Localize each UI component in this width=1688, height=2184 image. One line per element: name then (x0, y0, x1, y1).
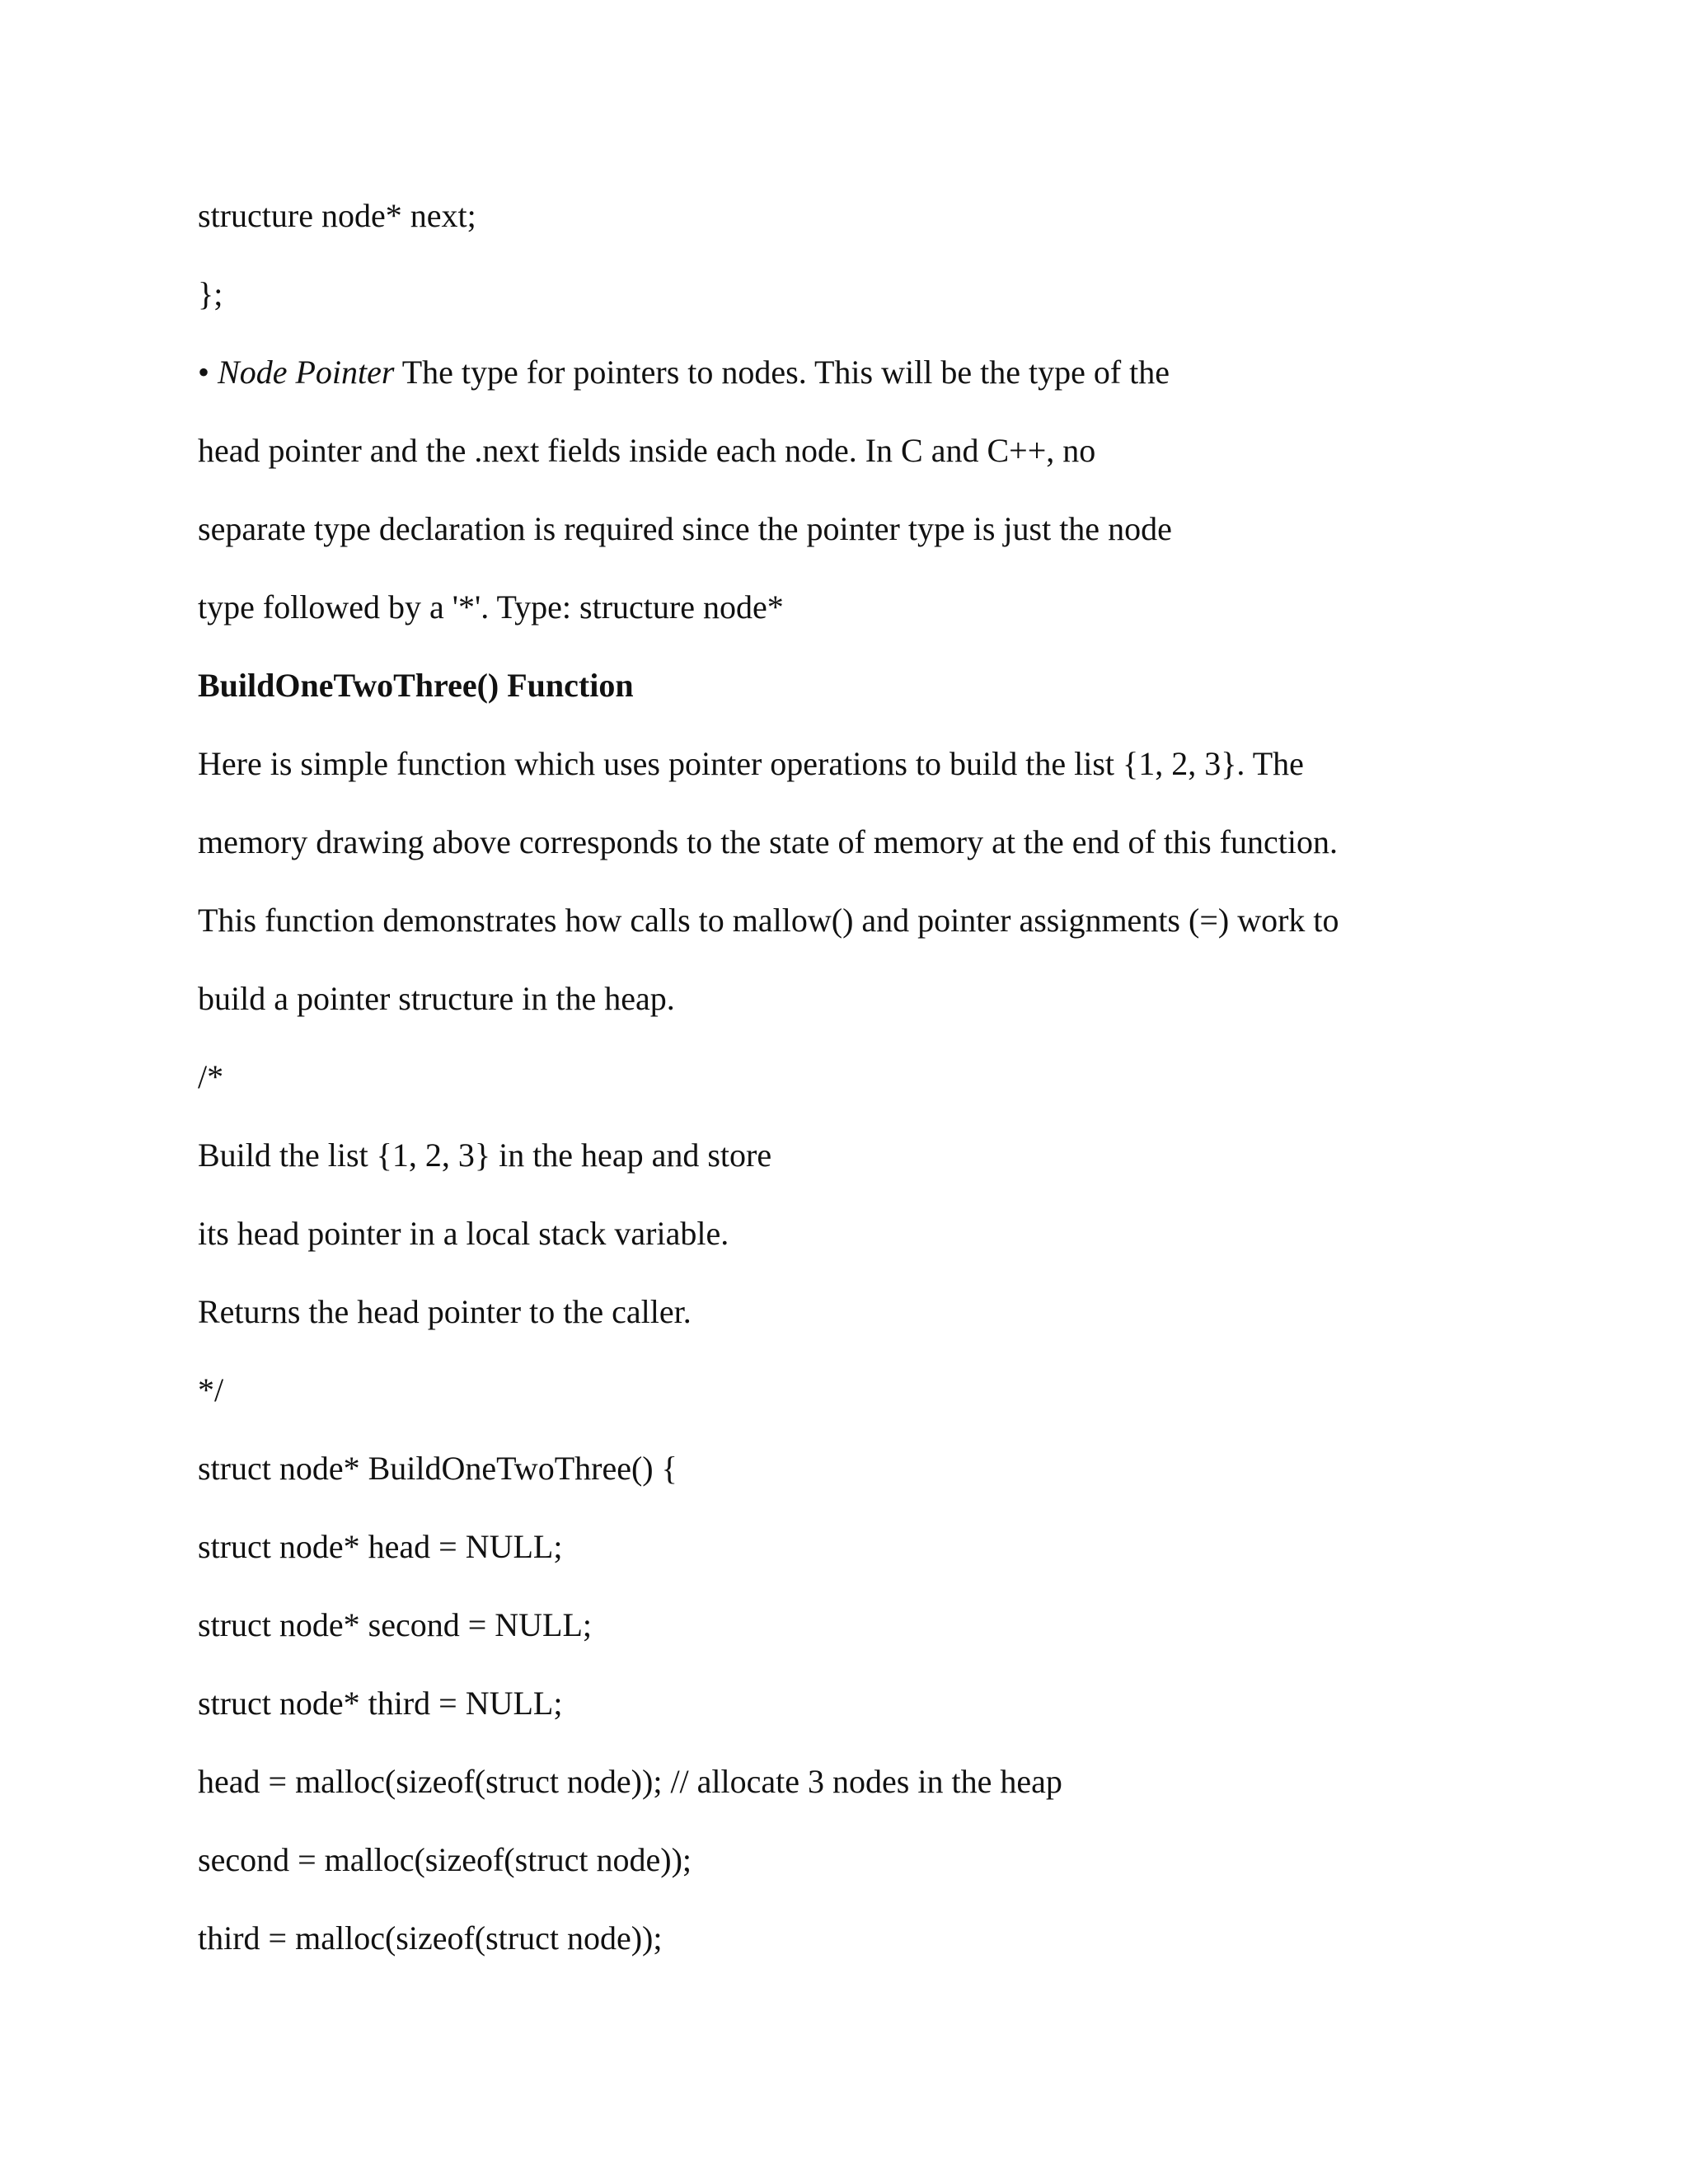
text-line: Here is simple function which uses pointer operations to build the list {1, 2, 3}. The (198, 745, 1304, 782)
text-line: type followed by a '*'. Type: structure node* (198, 588, 784, 626)
document-body (198, 183, 1484, 1984)
code-line: third = malloc(sizeof(struct node)); (198, 1919, 663, 1957)
code-comment-line: /* (198, 1058, 224, 1095)
code-line: struct node* third = NULL; (198, 1685, 563, 1722)
code-line: struct node* BuildOneTwoThree() { (198, 1450, 678, 1487)
text-line: head pointer and the .next fields inside each node. In C and C++, no (198, 432, 1096, 469)
bullet-symbol: • (198, 354, 218, 391)
code-comment-line: Build the list {1, 2, 3} in the heap and store (198, 1137, 772, 1174)
term-node-pointer: Node Pointer (218, 354, 395, 391)
code-comment-line: */ (198, 1371, 224, 1408)
text-line: build a pointer structure in the heap. (198, 980, 675, 1017)
text-line: memory drawing above corresponds to the state of memory at the end of this function. (198, 823, 1338, 860)
code-line: second = malloc(sizeof(struct node)); (198, 1841, 692, 1878)
text-line: structure node* next; (198, 197, 476, 234)
term-description: The type for pointers to nodes. This will be the type of the (394, 354, 1170, 391)
code-comment-line: Returns the head pointer to the caller. (198, 1293, 692, 1330)
text-line: }; (198, 275, 223, 312)
text-line: separate type declaration is required since the pointer type is just the node (198, 510, 1172, 547)
code-line: struct node* head = NULL; (198, 1528, 563, 1565)
bullet-line (198, 340, 1484, 418)
code-line: struct node* second = NULL; (198, 1606, 593, 1643)
section-heading: BuildOneTwoThree() Function (198, 667, 634, 704)
text-line: This function demonstrates how calls to mallow() and pointer assignments (=) work to (198, 902, 1339, 939)
code-line: head = malloc(sizeof(struct node)); // allocate 3 nodes in the heap (198, 1763, 1062, 1800)
code-comment-line: its head pointer in a local stack variable. (198, 1215, 729, 1252)
